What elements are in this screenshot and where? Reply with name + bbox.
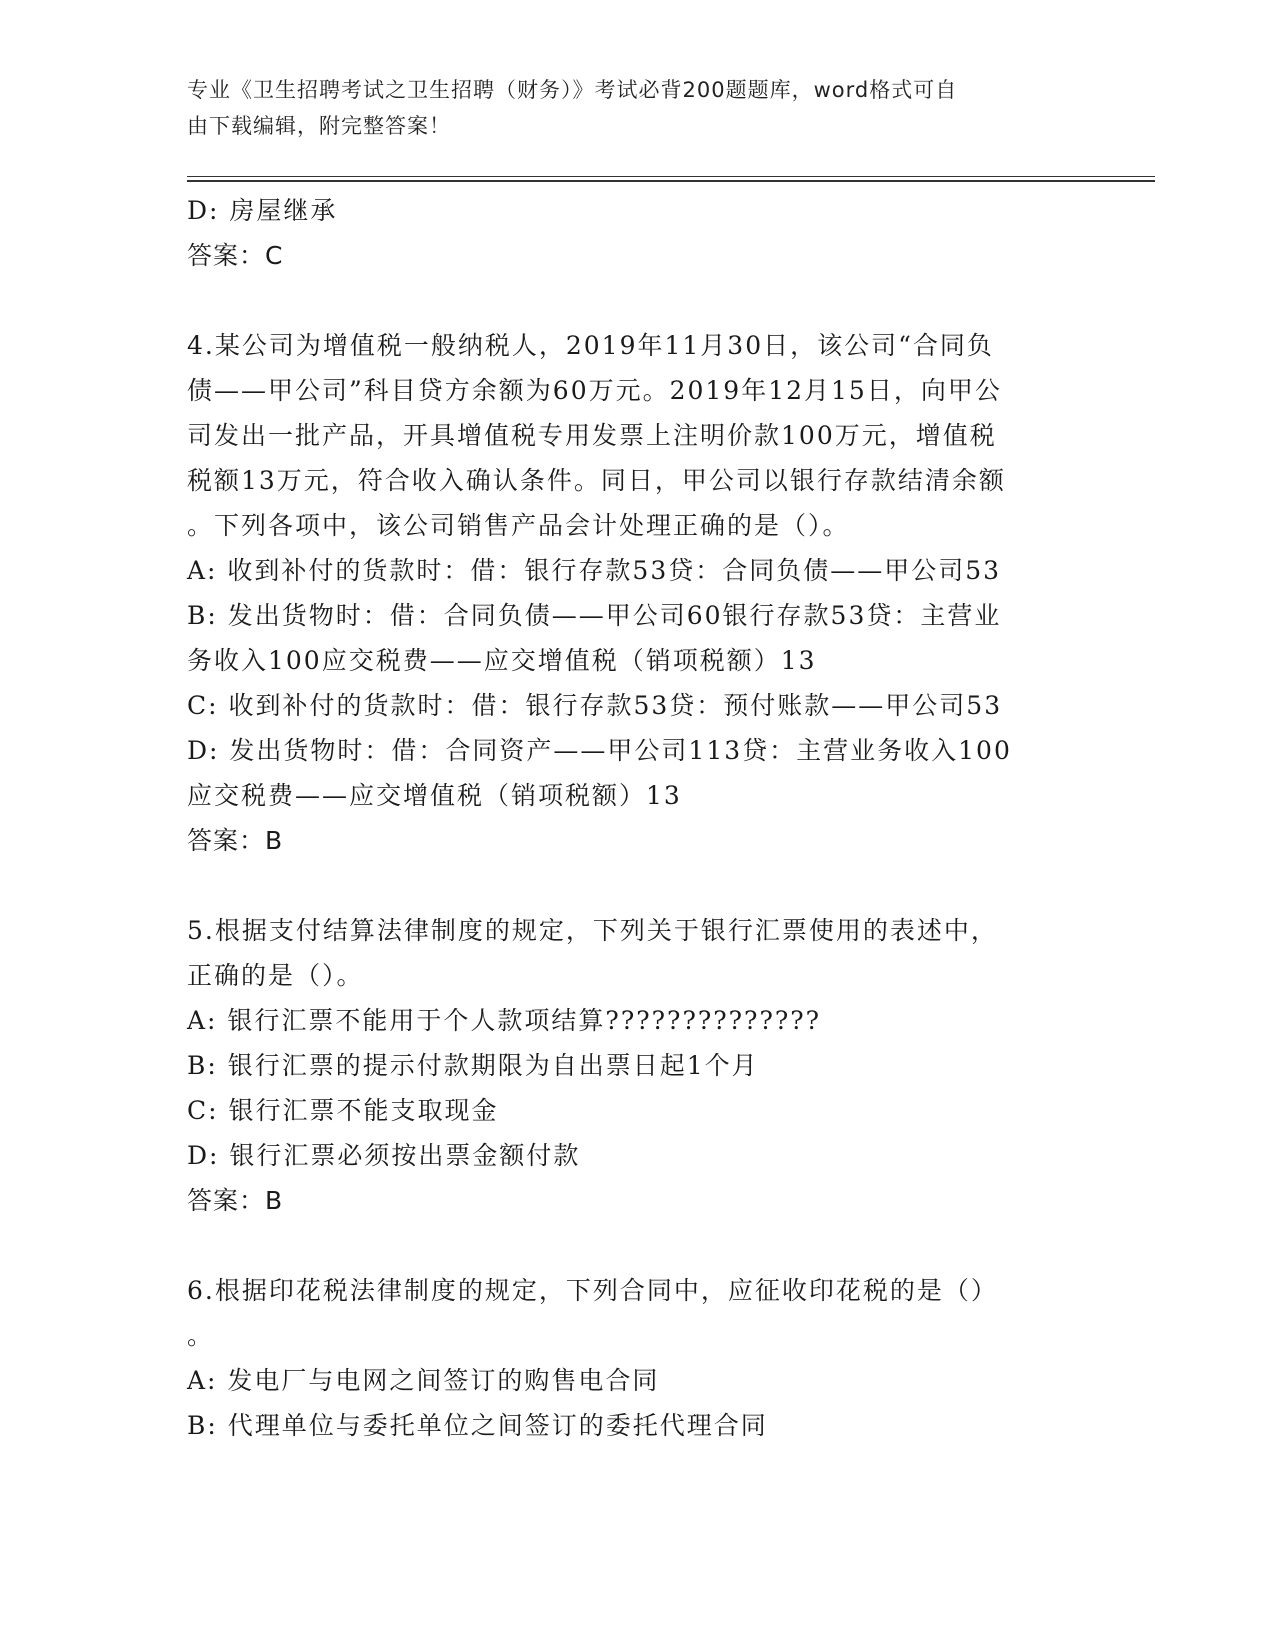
question-text-line: 。下列各项中，该公司销售产品会计处理正确的是（）。: [187, 511, 850, 540]
option-d: D: 发出货物时：借：合同资产——甲公司113贷：主营业务收入100: [187, 736, 1012, 765]
spacer: [187, 1223, 1087, 1268]
question-6: [187, 1268, 1087, 1448]
question-text-line: 税额13万元，符合收入确认条件。同日，甲公司以银行存款结清余额: [187, 466, 1006, 495]
option-b: B: 银行汇票的提示付款期限为自出票日起1个月: [187, 1051, 759, 1080]
option-c: C: 收到补付的货款时：借：银行存款53贷：预付账款——甲公司53: [187, 691, 1003, 720]
question-text-line: 6.根据印花税法律制度的规定，下列合同中，应征收印花税的是（）: [187, 1276, 998, 1305]
option-a: A: 发电厂与电网之间签订的购售电合同: [187, 1366, 660, 1395]
header-line-2: 由下载编辑，附完整答案！: [187, 114, 451, 138]
document-body: [187, 188, 1087, 1448]
question-5: [187, 908, 1087, 1223]
option-d-continued: 应交税费——应交增值税（销项税额）13: [187, 781, 682, 810]
answer-line: 答案：C: [187, 241, 284, 270]
question-text-line: 正确的是（）。: [187, 961, 364, 990]
answer-line: 答案：B: [187, 1186, 284, 1215]
spacer: [187, 278, 1087, 323]
header-divider-thin: [187, 176, 1155, 177]
question-text-line: 。: [187, 1321, 215, 1350]
option-d: D: 银行汇票必须按出票金额付款: [187, 1141, 581, 1170]
question-4: [187, 323, 1087, 863]
spacer: [187, 863, 1087, 908]
answer-line: 答案：B: [187, 826, 284, 855]
option-c: C: 银行汇票不能支取现金: [187, 1096, 499, 1125]
option-a: A: 银行汇票不能用于个人款项结算??????????????: [187, 1006, 822, 1035]
option-d: D: 房屋继承: [187, 196, 338, 225]
option-b: B: 代理单位与委托单位之间签订的委托代理合同: [187, 1411, 768, 1440]
option-a: A: 收到补付的货款时：借：银行存款53贷：合同负债——甲公司53: [187, 556, 1002, 585]
document-header: [187, 72, 1067, 144]
option-b: B: 发出货物时：借：合同负债——甲公司60银行存款53贷：主营业: [187, 601, 1002, 630]
option-b-continued: 务收入100应交税费——应交增值税（销项税额）13: [187, 646, 817, 675]
question-text-line: 司发出一批产品，开具增值税专用发票上注明价款100万元，增值税: [187, 421, 997, 450]
header-divider-thick: [187, 180, 1155, 182]
question-text-line: 5.根据支付结算法律制度的规定，下列关于银行汇票使用的表述中，: [187, 916, 998, 945]
question-text-line: 4.某公司为增值税一般纳税人，2019年11月30日，该公司“合同负: [187, 331, 994, 360]
question-text-line: 债——甲公司”科目贷方余额为60万元。2019年12月15日，向甲公: [187, 376, 1002, 405]
header-line-1: 专业《卫生招聘考试之卫生招聘（财务）》考试必背200题题库，word格式可自: [187, 78, 958, 102]
